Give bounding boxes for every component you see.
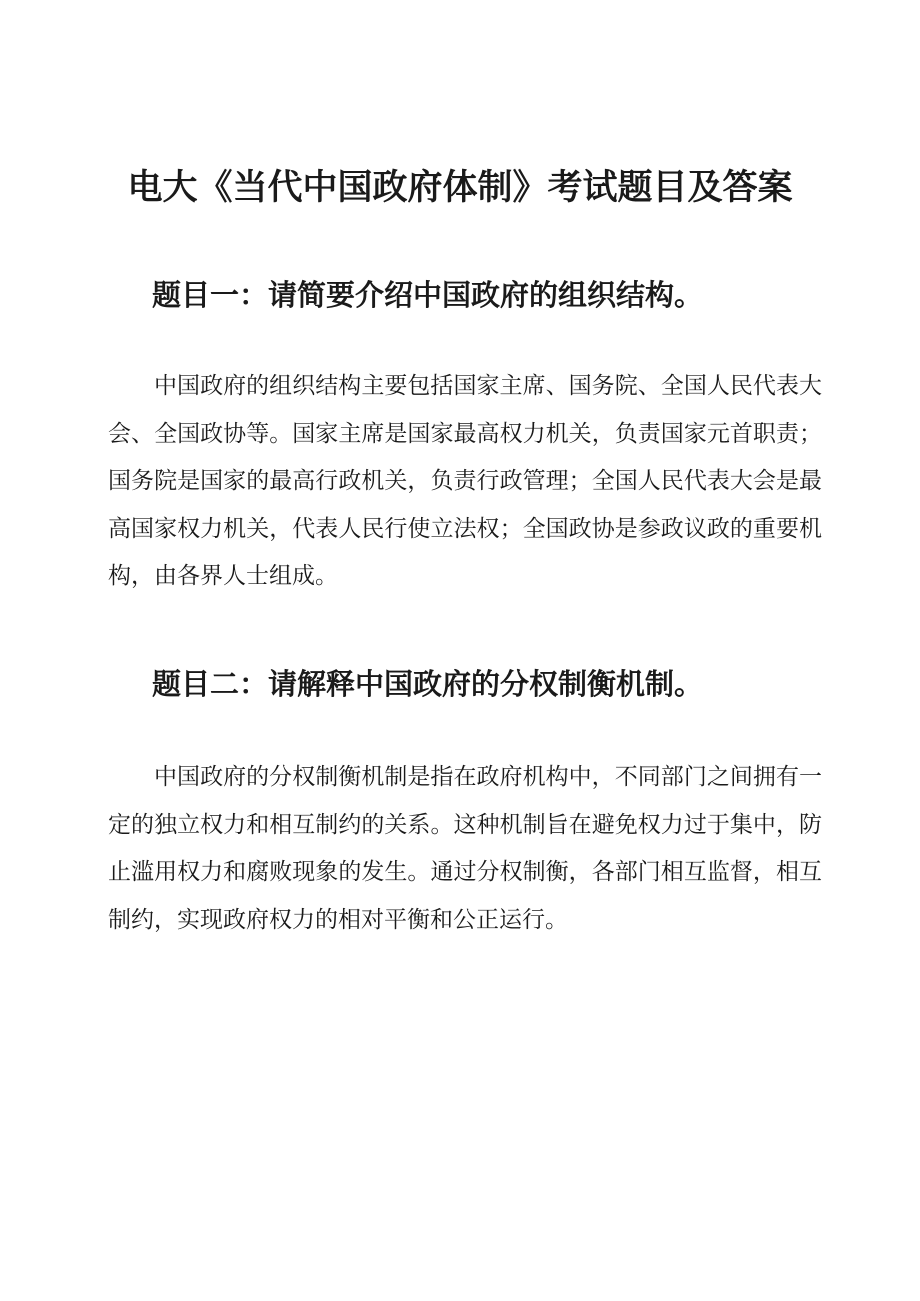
question-1-answer: 中国政府的组织结构主要包括国家主席、国务院、全国人民代表大会、全国政协等。国家主席是国家最高权力机关，负责国家元首职责；国务院是国家的最高行政机关，负责行政管理；全国人民代表大会是最高国家权力机关，代表人民行使立法权；全国政协是参政议政的重要机构，由各界人士组成。 <box>108 373 822 589</box>
question-1-heading: 题目一：请简要介绍中国政府的组织结构。 <box>152 278 704 312</box>
question-2-answer: 中国政府的分权制衡机制是指在政府机构中，不同部门之间拥有一定的独立权力和相互制约的关系。这种机制旨在避免权力过于集中，防止滥用权力和腐败现象的发生。通过分权制衡，各部门相互监督，相互制约，实现政府权力的相对平衡和公正运行。 <box>108 764 822 933</box>
document-title: 电大《当代中国政府体制》考试题目及答案 <box>127 168 793 208</box>
question-2-heading: 题目二：请解释中国政府的分权制衡机制。 <box>152 667 704 701</box>
